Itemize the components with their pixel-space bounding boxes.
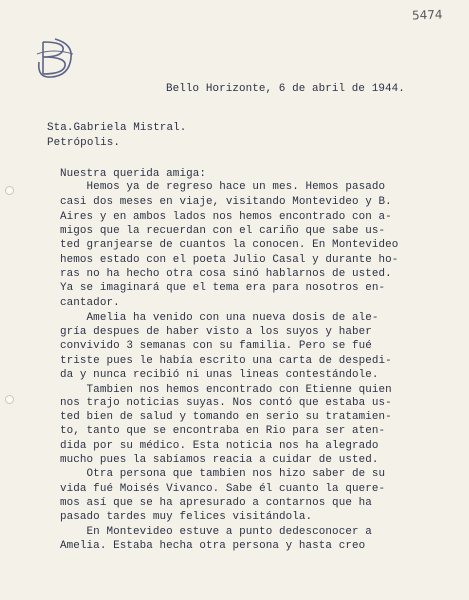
letter-line: ted granjearse de cuantos la conocen. En Montevideo	[60, 239, 399, 251]
recipient-city: Petrópolis.	[47, 137, 120, 149]
letter-line: Hemos ya de regreso hace un mes. Hemos pasado	[60, 181, 386, 193]
letter-line: to, tanto que se encontraba en Rio para ser aten-	[60, 425, 386, 437]
letter-line: ras no ha hecho otra cosa sinó hablarnos de usted.	[60, 268, 392, 280]
letter-line: Nuestra querida amiga:	[60, 168, 206, 180]
letter-line: Aires y en ambos lados nos hemos encontrado con a-	[60, 211, 392, 223]
letter-line: casi dos meses en viaje, visitando Montevideo y B.	[60, 196, 392, 208]
monogram-icon	[33, 36, 77, 80]
archive-number: 5474	[411, 7, 443, 23]
date-line: Bello Horizonte, 6 de abril de 1944.	[166, 83, 405, 95]
letter-line: hemos estado con el poeta Julio Casal y durante ho-	[60, 254, 399, 266]
letter-line: Tambien nos hemos encontrado con Etienne quien	[60, 384, 392, 396]
recipient-name: Sta.Gabriela Mistral.	[47, 122, 187, 134]
letter-line: convivido 3 semanas con su familia. Pero se fué	[60, 340, 372, 352]
letter-line: nos trajo noticias suyas. Nos contó que estaba us-	[60, 397, 392, 409]
letter-line: gría despues de haber visto a los suyos y haber	[60, 326, 372, 338]
letter-line: En Montevideo estuve a punto dedesconocer a	[60, 526, 372, 538]
letter-line: Amelia ha venido con una nueva dosis de ale-	[60, 312, 379, 324]
letter-line: da y nunca recibió ni unas lineas contestándole.	[60, 369, 379, 381]
punch-hole	[5, 186, 14, 195]
letter-line: Otra persona que tambien nos hizo saber de su	[60, 468, 386, 480]
letter-line: migos que la recuerdan con el cariño que sabe us-	[60, 225, 386, 237]
letter-line: pasado tardes muy felices visitándola.	[60, 511, 313, 523]
letter-line: cantador.	[60, 297, 120, 309]
letter-line: vida fué Moisés Vivanco. Sabe él cuanto la quere-	[60, 483, 386, 495]
letter-line: Ya se imaginará que el tema era para nosotros en-	[60, 282, 386, 294]
punch-hole	[5, 395, 14, 404]
letter-line: dida por su médico. Esta noticia nos ha alegrado	[60, 440, 379, 452]
letter-line: ted bien de salud y tomando en serio su tratamien-	[60, 411, 392, 423]
letter-line: mos así que se ha apresurado a contarnos que ha	[60, 497, 372, 509]
letter-line: mucho pues la sabíamos reacia a cuidar de usted.	[60, 454, 379, 466]
letter-line: triste pues le había escrito una carta de despedi-	[60, 355, 392, 367]
letter-line: Amelia. Estaba hecha otra persona y hasta creo	[60, 540, 366, 552]
